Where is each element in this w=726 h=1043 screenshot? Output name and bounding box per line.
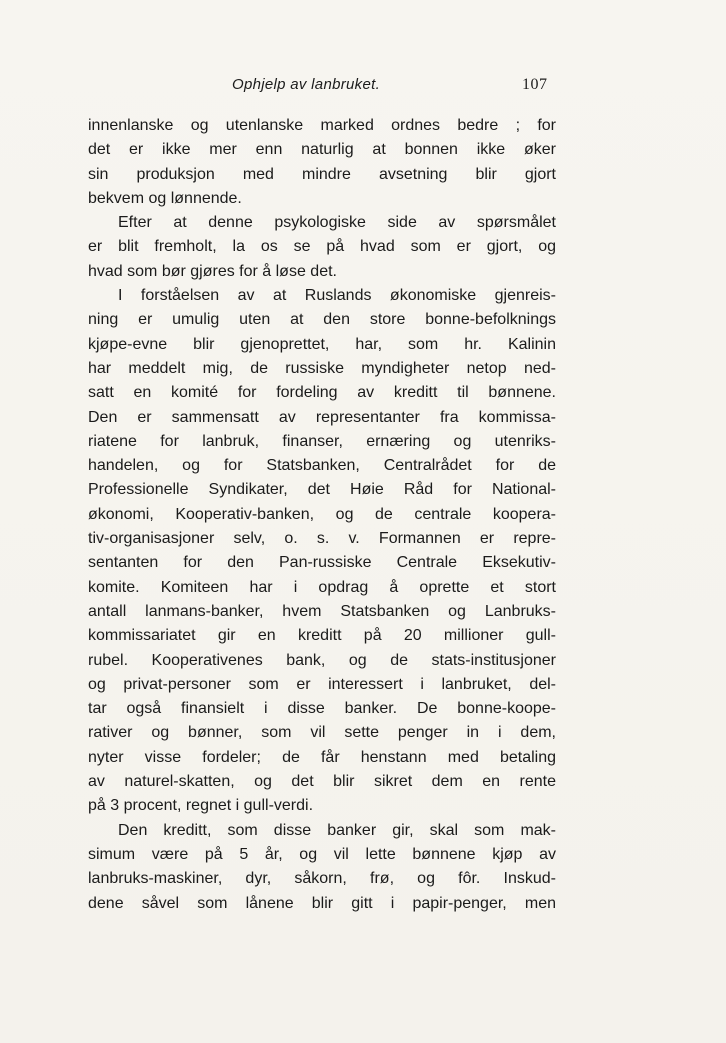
text-line: Professionelle Syndikater, det Høie Råd for National- [88,481,556,499]
running-header-title: Ophjelp av lanbruket. [232,76,381,93]
text-line: Efter at denne psykologiske side av spørsmålet [118,214,556,232]
text-line: på 3 procent, regnet i gull-verdi. [88,797,314,815]
text-line: riatene for lanbruk, finanser, ernæring og utenriks- [88,432,556,450]
page-number: 107 [522,76,548,93]
text-line: handelen, og for Statsbanken, Centralrådet for de [88,457,556,475]
text-line: av naturel-skatten, og det blir sikret dem en rente [88,773,556,791]
text-line: kjøpe-evne blir gjenoprettet, har, som hr. Kalinin [88,335,556,353]
text-line: det er ikke mer enn naturlig at bonnen ikke øker [88,141,556,159]
text-line: rubel. Kooperativenes bank, og de stats-institusjoner [88,651,556,669]
body-text [88,114,556,916]
text-line: ning er umulig uten at den store bonne-befolknings [88,311,556,329]
text-line: komite. Komiteen har i opdrag å oprette et stort [88,578,556,596]
text-line: I forståelsen av at Ruslands økonomiske gjenreis- [118,287,556,305]
text-line: dene såvel som lånene blir gitt i papir-penger, men [88,894,556,912]
text-line: innenlanske og utenlanske marked ordnes bedre ; for [88,117,556,134]
text-line: Den kreditt, som disse banker gir, skal som mak- [118,821,556,839]
text-line: økonomi, Kooperativ-banken, og de centrale koopera- [88,505,556,523]
text-line: lanbruks-maskiner, dyr, såkorn, frø, og fôr. Inskud- [88,870,556,888]
text-line: sin produksjon med mindre avsetning blir gjort [88,165,556,183]
text-line: simum være på 5 år, og vil lette bønnene kjøp av [88,845,556,863]
text-line: og privat-personer som er interessert i lanbruket, del- [88,675,556,693]
text-line: sentanten for den Pan-russiske Centrale Eksekutiv- [88,554,556,572]
text-line: nyter visse fordeler; de får henstann med betaling [88,748,556,766]
text-line: Den er sammensatt av representanter fra kommissa- [88,408,556,426]
text-line: antall lanmans-banker, hvem Statsbanken og Lanbruks- [88,602,556,620]
text-line: tar også finansielt i disse banker. De bonne-koope- [88,700,556,718]
text-line: er blit fremholt, la os se på hvad som er gjort, og [88,238,556,256]
text-line: bekvem og lønnende. [88,189,242,207]
text-line: tiv-organisasjoner selv, o. s. v. Formannen er repre- [88,530,556,548]
text-line: hvad som bør gjøres for å løse det. [88,262,337,280]
text-line: rativer og bønner, som vil sette penger in i dem, [88,724,556,742]
text-line: har meddelt mig, de russiske myndigheter netop ned- [88,359,556,377]
text-line: kommissariatet gir en kreditt på 20 millioner gull- [88,627,556,645]
text-line: satt en komité for fordeling av kreditt til bønnene. [88,384,556,402]
